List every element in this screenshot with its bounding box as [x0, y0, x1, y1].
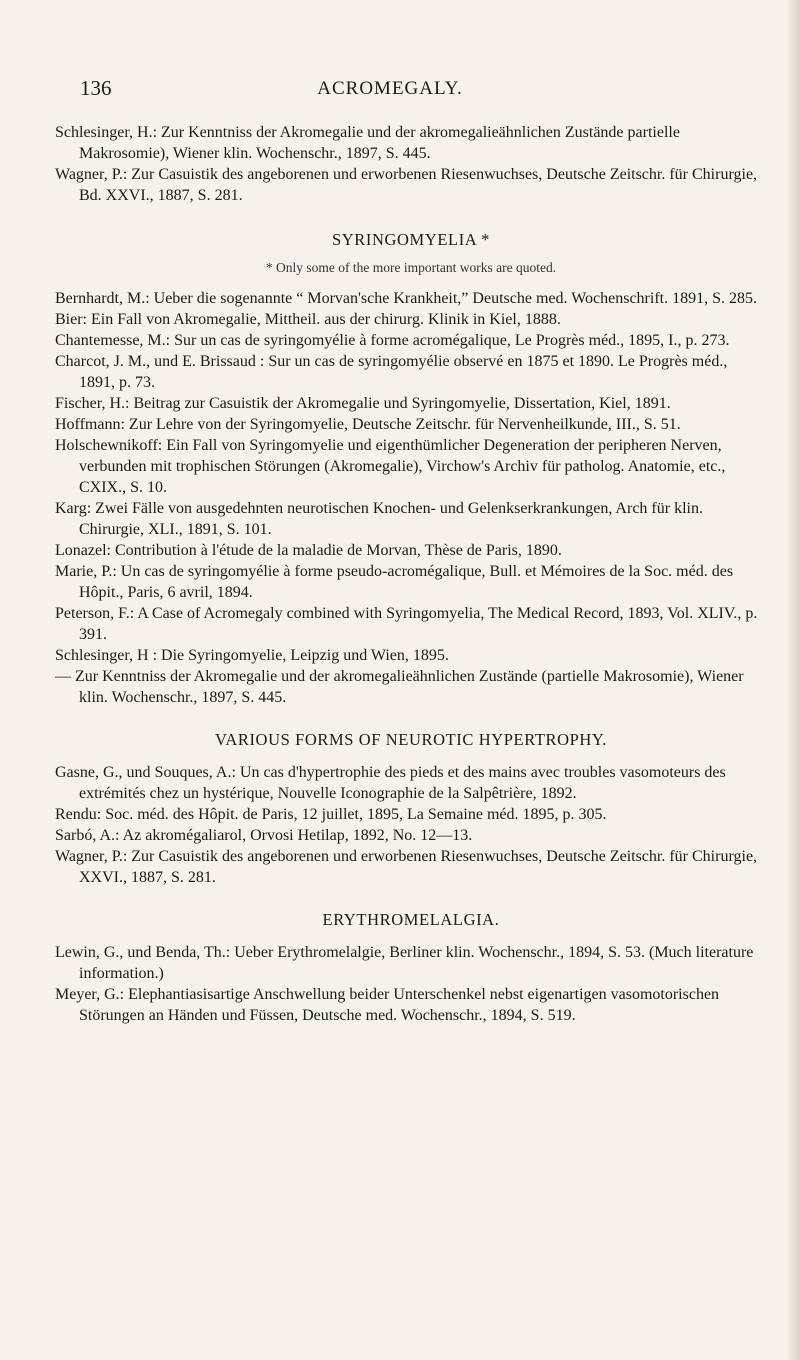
page-number: 136: [80, 76, 112, 100]
reference-entry: Peterson, F.: A Case of Acromegaly combined with Syringomyelia, The Medical Record, 1893, Vol. XLIV., p. 391.: [55, 605, 758, 643]
reference-entry: Meyer, G.: Elephantiasisartige Anschwellung beider Unterschenkel nebst eigenartigen vasomotorischen Störungen an Händen und Füssen, Deutsche med. Wochenschr., 1894, S. 519.: [55, 986, 720, 1024]
reference-entry: Schlesinger, H.: Zur Kenntniss der Akromegalie und der akromegalieähnlichen Zustände partielle Makrosomie), Wiener klin. Wochenschr., 1897, S. 445.: [55, 124, 680, 162]
reference-entry: Charcot, J. M., und E. Brissaud : Sur un cas de syringomyélie observé en 1875 et 1890. Le Progrès méd., 1891, p. 73.: [55, 353, 728, 391]
page-edge-shadow: [786, 0, 800, 1360]
section-erythromelalgia: [55, 910, 767, 1026]
running-title: ACROMEGALY.: [317, 78, 463, 99]
section-footnote: * Only some of the more important works are quoted.: [265, 260, 557, 275]
reference-entry: Lewin, G., und Benda, Th.: Ueber Erythromelalgie, Berliner klin. Wochenschr., 1894, S. 53. (Much literature information.): [55, 944, 754, 982]
section-neurotic-hypertrophy: [55, 730, 767, 888]
reference-entry: — Zur Kenntniss der Akromegalie und der akromegalieähnlichen Zustände (partielle Makrosomie), Wiener klin. Wochenschr., 1897, S. 445.: [55, 668, 744, 706]
reference-entry: Wagner, P.: Zur Casuistik des angeborenen und erworbenen Riesenwuchses, Deutsche Zeitschr. für Chirurgie, Bd. XXVI., 1887, S. 281.: [55, 166, 758, 204]
acromegaly-continued: [55, 122, 767, 206]
reference-entry: Bier: Ein Fall von Akromegalie, Mittheil. aus der chirurg. Klinik in Kiel, 1888.: [55, 311, 561, 328]
section-heading: ERYTHROMELALGIA.: [322, 910, 500, 929]
reference-entry: Lonazel: Contribution à l'étude de la maladie de Morvan, Thèse de Paris, 1890.: [55, 542, 562, 559]
section-syringomyelia: [55, 230, 767, 708]
reference-entry: Schlesinger, H : Die Syringomyelie, Leipzig und Wien, 1895.: [55, 647, 449, 664]
reference-entry: Gasne, G., und Souques, A.: Un cas d'hypertrophie des pieds et des mains avec troubles vasomoteurs des extrémités chez un hystérique, Nouvelle Iconographie de la Salpêtrière, 1892.: [55, 764, 726, 802]
reference-entry: Wagner, P.: Zur Casuistik des angeborenen und erworbenen Riesenwuchses, Deutsche Zeitschr. für Chirurgie, XXVI., 1887, S. 281.: [55, 848, 758, 886]
reference-entry: Karg: Zwei Fälle von ausgedehnten neurotischen Knochen- und Gelenkserkrankungen, Arch für klin. Chirurgie, XLI., 1891, S. 101.: [55, 500, 703, 538]
page-header: [40, 76, 740, 106]
reference-entry: Chantemesse, M.: Sur un cas de syringomyélie à forme acromégalique, Le Progrès méd., 1895, I., p. 273.: [55, 332, 730, 349]
page-content: [55, 122, 767, 1026]
reference-entry: Rendu: Soc. méd. des Hôpit. de Paris, 12 juillet, 1895, La Semaine méd. 1895, p. 305.: [55, 806, 607, 823]
reference-entry: Holschewnikoff: Ein Fall von Syringomyelie und eigenthümlicher Degeneration der peripheren Nerven, verbunden mit trophischen Störungen (Akromegalie), Virchow's Archiv für patholog. Anatomie, etc., CXIX., S. 10.: [55, 437, 726, 496]
reference-entry: Hoffmann: Zur Lehre von der Syringomyelie, Deutsche Zeitschr. für Nervenheilkunde, III., S. 51.: [55, 416, 681, 433]
reference-entry: Marie, P.: Un cas de syringomyélie à forme pseudo-acromégalique, Bull. et Mémoires de la Soc. méd. des Hôpit., Paris, 6 avril, 1894.: [55, 563, 734, 601]
reference-entry: Sarbó, A.: Az akromégaliarol, Orvosi Hetilap, 1892, No. 12—13.: [55, 827, 473, 844]
reference-entry: Bernhardt, M.: Ueber die sogenannte “ Morvan'sche Krankheit,” Deutsche med. Wochenschrift. 1891, S. 285.: [55, 290, 757, 307]
section-heading: SYRINGOMYELIA *: [332, 230, 490, 249]
reference-entry: Fischer, H.: Beitrag zur Casuistik der Akromegalie und Syringomyelie, Dissertation, Kiel, 1891.: [55, 395, 671, 412]
section-heading: VARIOUS FORMS OF NEUROTIC HYPERTROPHY.: [214, 730, 608, 749]
